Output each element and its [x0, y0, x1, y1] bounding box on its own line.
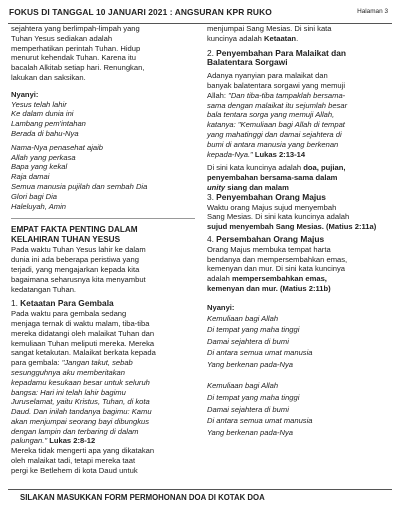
lyric-line: Damai sejahtera di bumi — [207, 404, 289, 414]
text-line: bacalah Alkitab setiap hari. Renungkan, — [11, 63, 145, 73]
text-line: Orang Majus membuka tempat harta — [207, 244, 331, 254]
text-line: menjumpai Sang Mesias. Di sini kata — [207, 24, 332, 33]
text-line — [207, 163, 393, 173]
scripture-reference: Lukas 2:13-14 — [254, 149, 306, 159]
key-word: penyembahan bersama-sama dalam — [207, 173, 338, 183]
text-line — [207, 34, 393, 44]
point-title: Persembahan Orang Majus — [216, 233, 325, 244]
text-line: kemenyan dan mur. Di sini kata kuncinya — [207, 264, 346, 274]
song-lyrics — [207, 313, 393, 439]
key-word: Ketaatan — [264, 33, 297, 43]
lyric-line: Semua manusia pujilah dan sembah Dia — [11, 181, 148, 191]
text-line: sangat ketakutan. Malaikat berkata kepada — [11, 348, 156, 358]
text-line: memperhatikan perintah Tuhan. Hidup — [11, 43, 141, 53]
point-4-body — [207, 245, 393, 294]
quote-line: katanya: "Kemuliaan bagi Allah di tempat — [207, 120, 345, 130]
section-title: EMPAT FAKTA PENTING DALAM — [11, 225, 138, 235]
point-title-line2: Balatentara Sorgawi — [207, 57, 288, 68]
quote-line: yang mahatinggi dan damai sejahtera di — [207, 129, 342, 139]
quote-line: bala tentara sorga yang memuji Allah, — [207, 110, 335, 120]
nyanyi-label: Nyanyi: — [207, 302, 235, 312]
quote-span: palungan." — [11, 436, 48, 446]
lyric-line: Di antara semua umat manusia — [207, 348, 313, 358]
lyric-line: Di tempat yang maha tinggi — [207, 393, 300, 403]
point-number: 2. — [207, 47, 214, 58]
lyric-line: Di antara semua umat manusia — [207, 416, 313, 426]
left-column — [11, 24, 195, 476]
text-span: . — [296, 33, 299, 43]
text-line: kedatangan Tuhan. — [11, 284, 77, 294]
header-title: FOKUS DI TANGGAL 10 JANUARI 2021 : ANGSURAN KPR RUKO — [9, 7, 272, 17]
text-line: oleh malaikat tadi, tetapi mereka taat — [11, 456, 136, 466]
text-line: terjadi, yang mengajarkan kepada kita — [11, 264, 140, 274]
right-column — [207, 24, 393, 438]
lyric-line: Berada di bahu-Nya — [11, 128, 79, 138]
lyric-line: Lambang pem'intahan — [11, 119, 86, 129]
quote-line: dengan lampin dan terbaring di dalam — [11, 426, 139, 436]
point-title: Ketaatan Para Gembala — [20, 298, 114, 309]
key-word-italic: unity — [207, 182, 226, 192]
quote-span: "Dan tiba-tiba tampaklah bersama- — [228, 90, 346, 100]
text-line: bendanya dan mempersembahkan emas, — [207, 254, 348, 264]
scripture-reference: Lukas 2:8-12 — [49, 436, 96, 446]
quote-span: "Jangan takut, sebab — [61, 358, 133, 368]
quote-line: Juruselamat, yaitu Kristus, Tuhan, di kota — [11, 397, 150, 407]
point-1-body — [11, 309, 195, 476]
text-line: banyak balatentara sorgawi yang memuji — [207, 80, 346, 90]
text-line: Sang Mesias. Di sini kata kuncinya adalah — [207, 212, 350, 222]
text-span: adalah — [207, 274, 230, 284]
lyric-line: Yesus telah lahir — [11, 99, 67, 109]
text-span: Di sini kata kuncinya adalah — [207, 163, 304, 173]
text-line: dunia ini ada beberapa peristiwa yang — [11, 255, 139, 265]
lyric-line: Allah yang perkasa — [11, 152, 76, 162]
text-line: Pada waktu Tuhan Yesus lahir ke dalam — [11, 245, 146, 255]
text-span: Allah: — [207, 90, 226, 100]
quote-line: bangsa: Hari ini telah lahir bagimu — [11, 387, 126, 397]
lyric-line: Glori bagi Dia — [11, 191, 58, 201]
quote-line: sesungguhnya aku memberitakan — [11, 367, 125, 377]
point-3-body — [207, 203, 393, 232]
scripture-reference: (Matius 2:11a) — [326, 222, 377, 232]
text-span: kuncinya adalah — [207, 33, 264, 43]
quote-line: Daud. Dan inilah tandanya bagimu: Kamu — [11, 407, 152, 417]
text-line: Tuhan Yesus sediakan adalah — [11, 33, 113, 43]
lyric-line: Damai sejahtera di bumi — [207, 336, 289, 346]
text-line: kemuliaan Tuhan meliputi mereka. Mereka — [11, 338, 155, 348]
quote-line: kepadamu kesukaan besar untuk seluruh — [11, 377, 150, 387]
key-word: sujud menyembah Sang Mesias. — [207, 222, 324, 232]
point-number: 3. — [207, 191, 214, 202]
nyanyi-label: Nyanyi: — [11, 89, 39, 99]
section-title-line2: KELAHIRAN TUHAN YESUS — [11, 235, 121, 245]
text-line: lakukan dan saksikan. — [11, 72, 86, 82]
song-lyrics — [11, 100, 195, 212]
point-title: Penyembahan Orang Majus — [216, 191, 326, 202]
lyric-line: Yang berkenan pada-Nya — [207, 427, 293, 437]
point-4-heading — [207, 235, 393, 245]
quote-line — [207, 150, 393, 160]
intro-paragraph — [11, 24, 195, 83]
text-line: menurut kehendak Tuhan. Karena itu — [11, 53, 136, 63]
text-span: para gembala: — [11, 358, 60, 368]
section-intro — [11, 245, 195, 294]
quote-line: sama dengan malaikat itu sejumlah besar — [207, 100, 348, 110]
section-divider — [11, 218, 195, 219]
footer-notice: SILAKAN MASUKKAN FORM PERMOHONAN DOA DI KOTAK DOA — [20, 493, 265, 502]
text-line: sejahtera yang berlimpah-limpah yang — [11, 24, 140, 33]
text-line — [207, 284, 393, 294]
lyric-line: Kemuliaan bagi Allah — [207, 381, 279, 391]
text-line: menjaga ternak di waktu malam, tiba-tiba — [11, 318, 150, 328]
quote-line — [11, 436, 195, 446]
lyric-line: Di tempat yang maha tinggi — [207, 325, 300, 335]
text-line: Adanya nyanyian para malaikat dan — [207, 71, 328, 81]
text-line: Pada waktu para gembala sedang — [11, 309, 127, 319]
scripture-reference: (Matius 2:11b) — [280, 283, 331, 293]
point-title: Penyembahan Para Malaikat dan — [216, 47, 346, 58]
text-line — [207, 274, 393, 284]
text-line: mereka didatangi oleh malaikat Tuhan dan — [11, 328, 155, 338]
point-number: 4. — [207, 233, 214, 244]
text-line: Mereka tidak mengerti apa yang dikatakan — [11, 446, 155, 456]
point-number: 1. — [11, 298, 18, 309]
lyric-line: Raja damai — [11, 172, 50, 182]
text-line: bagaimana seharusnya kita menyambut — [11, 274, 146, 284]
page-header — [0, 4, 400, 22]
text-line — [207, 91, 393, 101]
point-2-body — [207, 71, 393, 193]
quote-line: akan menjumpai seorang bayi dibungkus — [11, 416, 150, 426]
key-word: doa, pujian, — [303, 163, 346, 173]
lyric-line: Nama-Nya penasehat ajaib — [11, 142, 104, 152]
point-3-heading — [207, 193, 393, 203]
lyric-line: Yang berkenan pada-Nya — [207, 359, 293, 369]
lyric-line: Ke dalam dunia ini — [11, 109, 74, 119]
text-line — [11, 358, 195, 368]
text-line: Waktu orang Majus sujud menyembah — [207, 202, 337, 212]
lyric-line: Haleluyah, Amin — [11, 201, 67, 211]
page-number: Halaman 3 — [357, 8, 388, 15]
lyric-line: Bapa yang kekal — [11, 162, 68, 172]
key-word: mempersembahkan emas, — [231, 274, 327, 284]
lyric-line: Kemuliaan bagi Allah — [207, 313, 279, 323]
text-line — [207, 222, 393, 232]
point-1-heading — [11, 299, 195, 309]
footer-divider — [8, 489, 392, 490]
quote-line: bumi di antara manusia yang berkenan — [207, 139, 339, 149]
text-line: pergi ke Betlehem di kota Daud untuk — [11, 465, 138, 475]
key-word: kemenyan dan mur. — [207, 283, 278, 293]
key-word: siang dan malam — [225, 182, 289, 192]
quote-span: kepada-Nya." — [207, 149, 253, 159]
